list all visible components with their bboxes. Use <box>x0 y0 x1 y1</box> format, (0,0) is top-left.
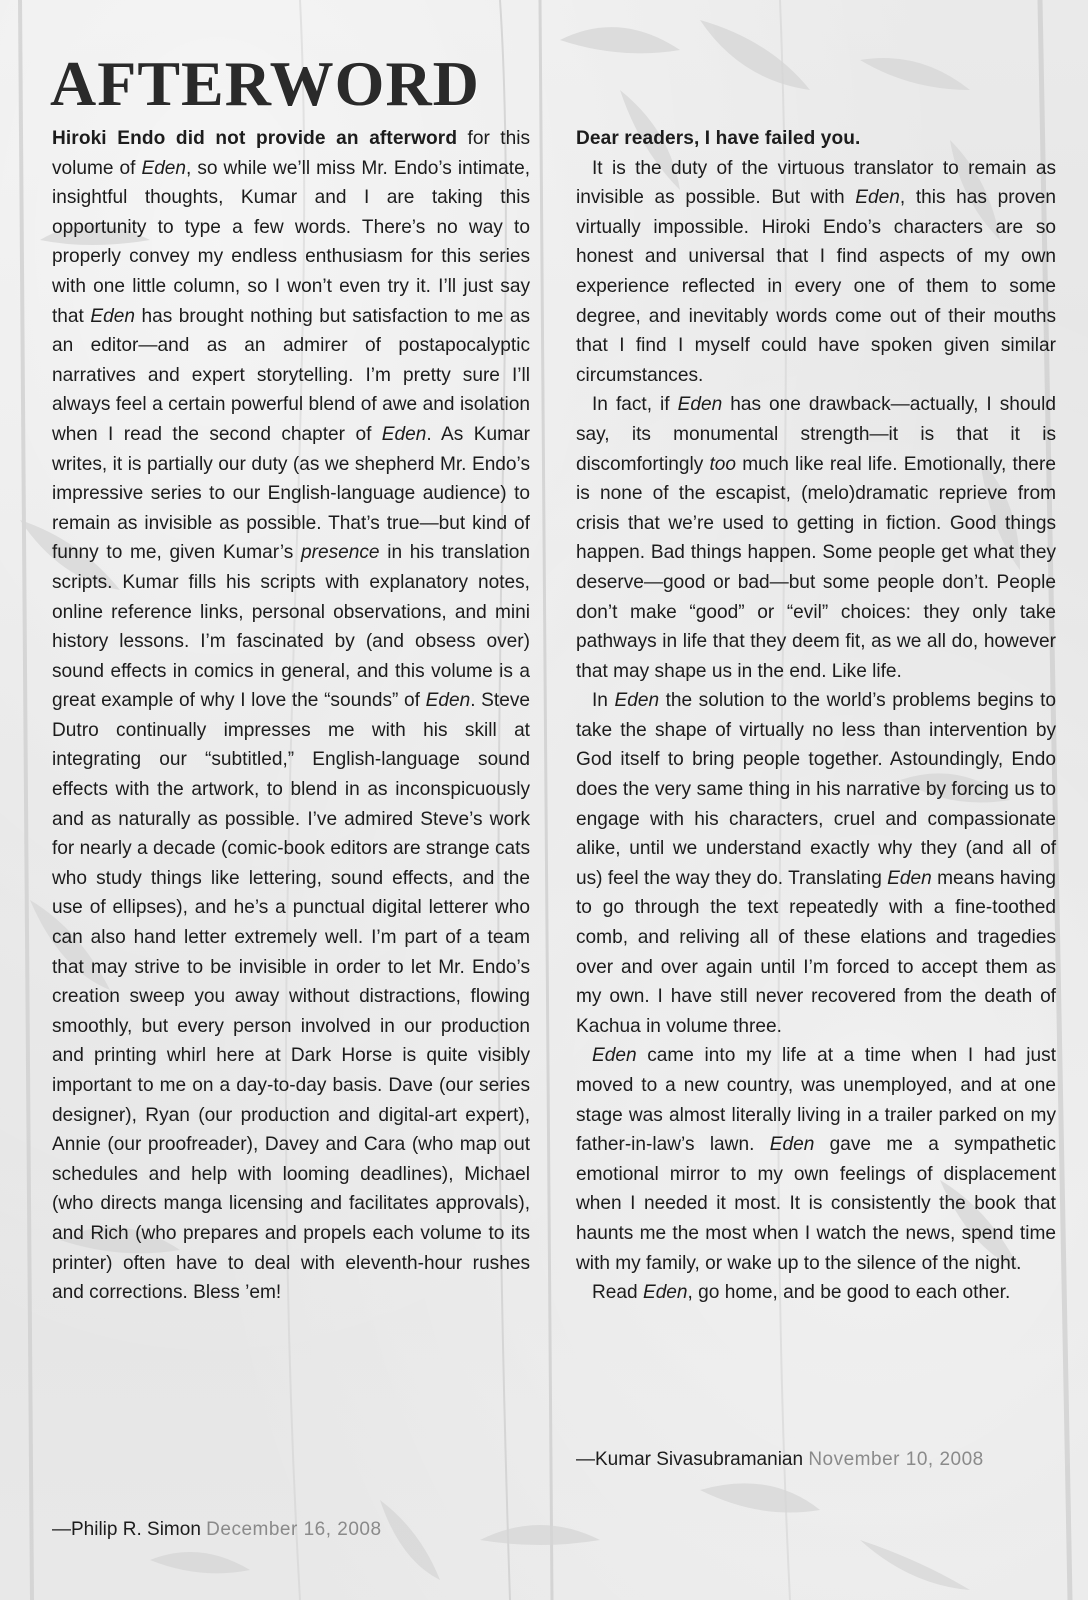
translator-paragraph-4: Eden came into my life at a time when I had just moved to a new country, was unemployed, and at one stage was almost literally living in a trailer parked on my father-in-law’s lawn. Eden gave me a sympathetic emotional mirror to my own feelings of displacement when I needed it most. It is consistently the book that haunts me the most when I watch the news, spend time with my family, or wake up to the silence of the night. <box>576 1045 1057 1274</box>
editor-note-lead: Hiroki Endo did not provide an afterword <box>52 128 458 149</box>
translator-signature-date: November 10, 2008 <box>808 1449 984 1470</box>
translator-paragraph-5: Read Eden, go home, and be good to each other. <box>592 1282 1011 1304</box>
right-column-translator-note <box>576 124 1056 1308</box>
translator-signature-name: —Kumar Sivasubramanian <box>576 1449 804 1470</box>
editor-signature-name: —Philip R. Simon <box>52 1519 201 1540</box>
left-column-editor-note <box>52 124 530 1308</box>
translator-paragraph-1: It is the duty of the virtuous translator to remain as invisible as possible. But with Eden, this has proven virtually impossible. Hiroki Endo’s characters are so honest and universal that I find aspects of my own experience reflected in every one of them to some degree, and inevitably words come out of their mouths that I find I myself could have spoken given similar circumstances. <box>576 157 1056 386</box>
editor-signature-date: December 16, 2008 <box>206 1519 382 1540</box>
page-title: AFTERWORD <box>50 48 480 119</box>
translator-paragraph-2: In fact, if Eden has one drawback—actually, I should say, its monumental strength—it is that it is discomfortingly too much like real life. Emotionally, there is none of the escapist, (melo)dramatic reprieve from crisis that we’re used to getting in fiction. Good things happen. Bad things happen. Some people get what they deserve—good or bad—but some people don’t. People don’t make “good” or “evil” choices: they only take pathways in life that they deem fit, as we all do, however that may shape us in the end. Like life. <box>576 394 1056 682</box>
translator-paragraph-3: In Eden the solution to the world’s problems begins to take the shape of virtually no less than intervention by God itself to bring people together. Astoundingly, Endo does the very same thing in his narrative by forcing us to engage with his characters, cruel and compassionate alike, until we understand exactly why they (and all of us) feel the way they do. Translating Eden means having to go through the text repeatedly with a fine-toothed comb, and reliving all of these elations and tragedies over and over again until I’m forced to accept them as my own. I have still never recovered from the death of Kachua in volume three. <box>576 690 1056 1037</box>
translator-signature <box>576 1447 984 1473</box>
editor-signature <box>52 1517 382 1543</box>
translator-note-lead: Dear readers, I have failed you. <box>576 128 861 149</box>
editor-note-paragraph: Hiroki Endo did not provide an afterword for this volume of Eden, so while we’ll miss Mr. Endo’s intimate, insightful thoughts, Kumar and I are taking this opportunity to type a few words. There’s no way to properly convey my endless enthusiasm for this series with one little column, so I won’t even try it. I’ll just say that Eden has brought nothing but satisfaction to me as an editor—and as an admirer of postapocalyptic narratives and expert storytelling. I’m pretty sure I’ll always feel a certain powerful blend of awe and isolation when I read the second chapter of Eden. As Kumar writes, it is partially our duty (as we shepherd Mr. Endo’s impressive series to our English-language audience) to remain as invisible as possible. That’s true—but kind of funny to me, given Kumar’s presence in his translation scripts. Kumar fills his scripts with explanatory notes, online reference links, personal observations, and mini history lessons. I’m fascinated by (and obsess over) sound effects in comics in general, and this volume is a great example of why I love the “sounds” of Eden. Steve Dutro continually impresses me with his skill at integrating our “subtitled,” English-language sound effects with the artwork, to blend in as inconspicuously and as naturally as possible. I’ve admired Steve’s work for nearly a decade (comic-book editors are strange cats who study things like lettering, sound effects, and the use of ellipses), and he’s a punctual digital letterer who can also hand letter extremely well. I’m part of a team that may strive to be invisible in order to let Mr. Endo’s creation sweep you away without distractions, flowing smoothly, but every person involved in our production and printing whirl here at Dark Horse is quite visibly important to me on a day-to-day basis. Dave (our series designer), Ryan (our production and digital-art expert), Annie (our proofreader), Davey and Cara (who map out schedules and help with looming deadlines), Michael (who directs manga licensing and facilitates approvals), and Rich (who prepares and propels each volume to its printer) often have to deal with eleventh-hour rushes and corrections. Bless ’em! <box>52 128 531 1304</box>
